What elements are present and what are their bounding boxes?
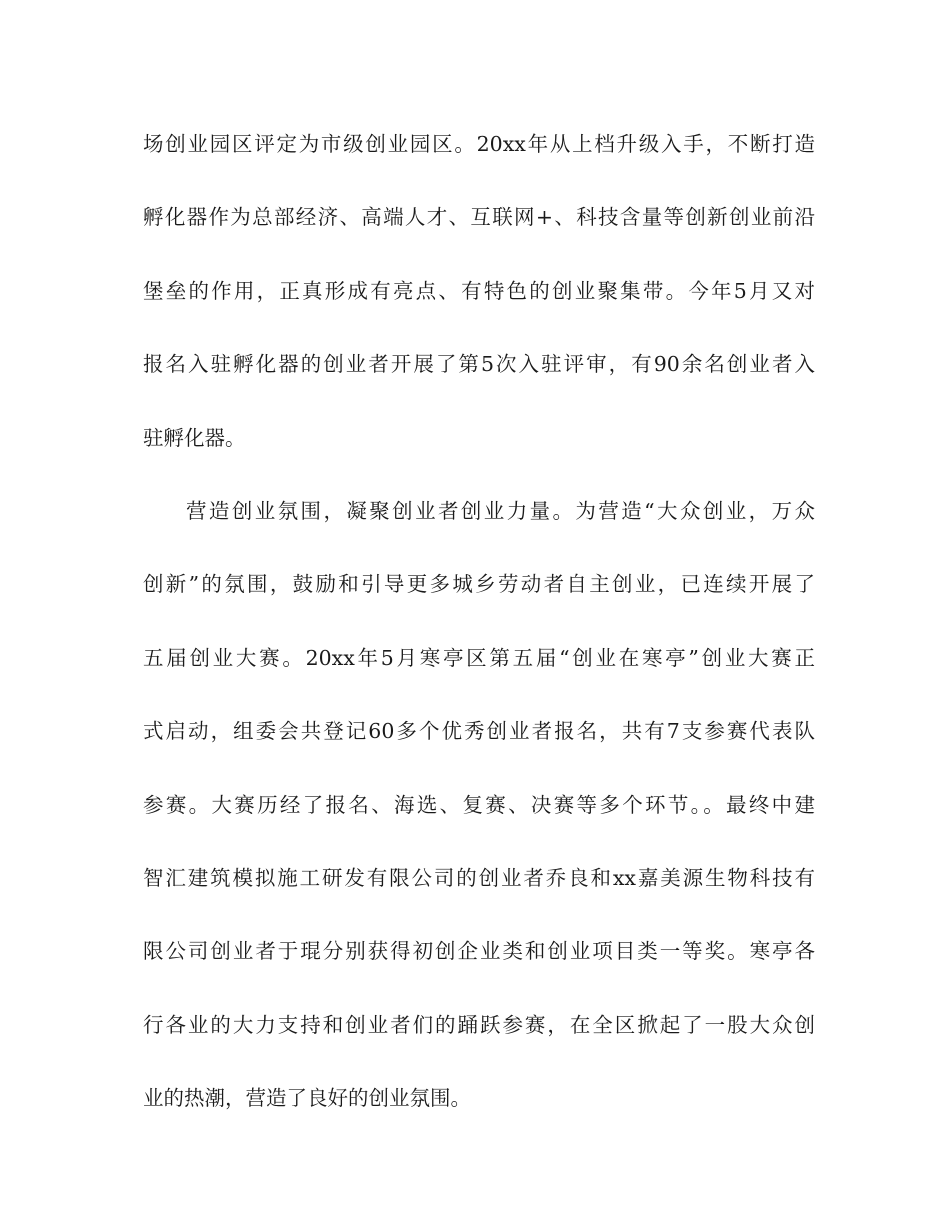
- text-line: 智汇建筑模拟施工研发有限公司的创业者乔良和xx嘉美源生物科技有: [143, 865, 815, 890]
- text-line: 参赛。大赛历经了报名、海选、复赛、决赛等多个环节。。最终中建: [143, 792, 815, 817]
- text-line: 创新”的氛围，鼓励和引导更多城乡劳动者自主创业，已连续开展了: [143, 572, 815, 597]
- text-line: 驻孵化器。: [143, 425, 246, 450]
- paragraph-first-line: 营造创业氛围，凝聚创业者创业力量。为营造“大众创业，万众: [186, 498, 815, 523]
- text-line: 限公司创业者于琨分别获得初创企业类和创业项目类一等奖。寒亭各: [143, 939, 815, 964]
- text-line: 行各业的大力支持和创业者们的踊跃参赛，在全区掀起了一股大众创: [143, 1012, 815, 1037]
- text-line: 堡垒的作用，正真形成有亮点、有特色的创业聚集带。今年5月又对: [143, 278, 815, 303]
- text-line: 孵化器作为总部经济、高端人才、互联网+、科技含量等创新创业前沿: [143, 205, 815, 230]
- text-line: 业的热潮，营造了良好的创业氛围。: [143, 1086, 471, 1111]
- text-line: 五届创业大赛。20xx年5月寒亭区第五届“创业在寒亭”创业大赛正: [143, 645, 815, 670]
- text-line: 报名入驻孵化器的创业者开展了第5次入驻评审，有90余名创业者入: [143, 352, 815, 377]
- text-line: 场创业园区评定为市级创业园区。20xx年从上档升级入手，不断打造: [143, 132, 815, 156]
- document-body: [143, 121, 815, 1148]
- text-line: 式启动，组委会共登记60多个优秀创业者报名，共有7支参赛代表队: [143, 719, 815, 744]
